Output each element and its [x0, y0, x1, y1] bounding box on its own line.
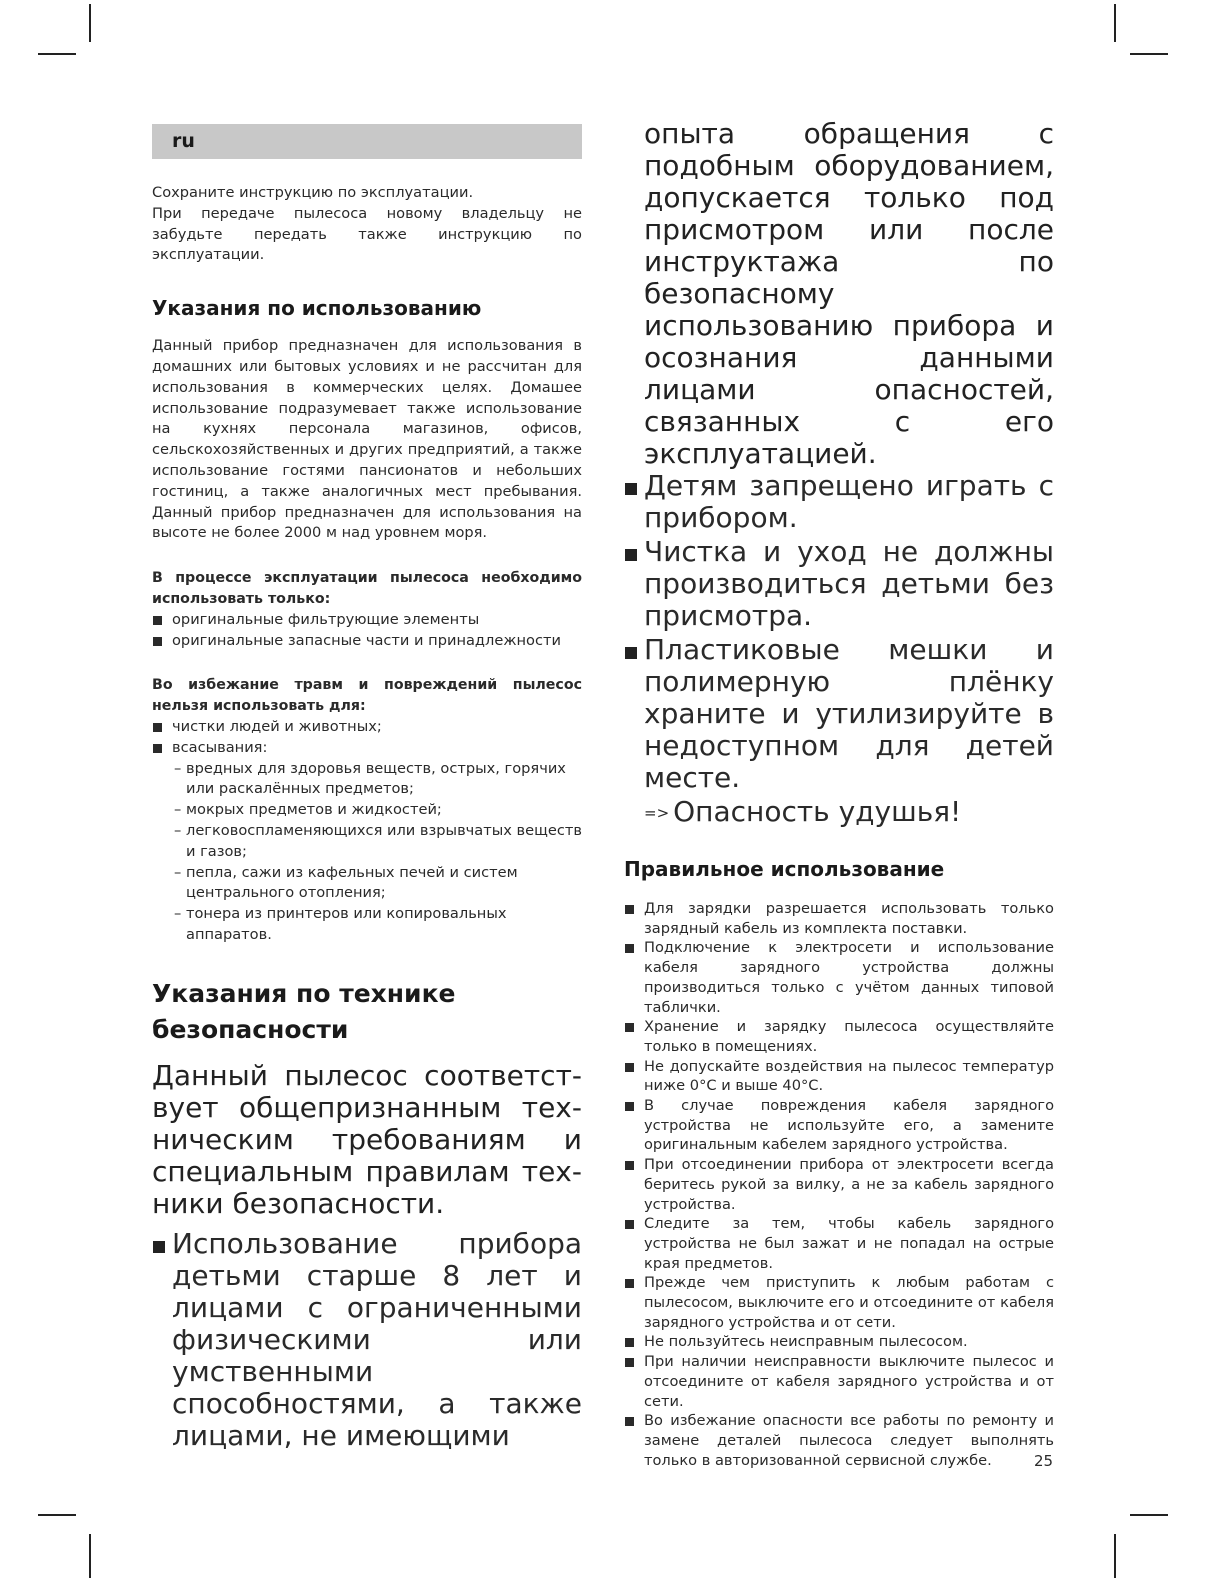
list-item: Использование прибора детьми старше 8 лет и лицами с ограниченными физическими или умственными способностями, а также лицами, не имеющими [152, 1228, 582, 1452]
list-item: всасывания: [152, 738, 582, 759]
crop-mark-top-right-h [1130, 53, 1168, 55]
list-item: Не допускайте воздействия на пылесос температур ниже 0°C и выше 40°C. [624, 1057, 1054, 1096]
avoid-heading: Во избежание травм и повреждений пылесос нельзя использовать для: [152, 677, 582, 715]
safety-list-right [624, 470, 1054, 794]
list-item: При наличии неисправности выключите пылесос и отсоедините от кабеля зарядного устройства и от сети. [624, 1352, 1054, 1411]
list-item: Детям запрещено играть с прибором. [624, 470, 1054, 534]
proper-use-list [624, 899, 1054, 1470]
avoid-sublist [152, 759, 582, 946]
usage-text: Данный прибор предназначен для использования в домашних или бытовых условиях и не рассчитан для использования в коммерческих целях. Домашее использование подразумевает также использование на кухнях персонала магазинов, офисов, сельскохозяйственных и других предприятий, а также использование гостями пансионатов и небольших гостиниц, а также аналогичных мест пребывания. Данный прибор предназначен для использования на высоте не более 2000 м над уровнем моря. [152, 337, 582, 542]
list-item: – мокрых предметов и жидкостей; [174, 800, 582, 821]
safety-heading-line-1: Указания по технике [152, 978, 456, 1008]
crop-mark-bottom-left-v [89, 1534, 91, 1578]
crop-mark-bottom-right-v [1114, 1534, 1116, 1578]
only-use-heading: В процессе эксплуатации пылесоса необходимо использовать только: [152, 570, 582, 607]
list-item: оригинальные запасные части и принадлежности [152, 631, 582, 652]
crop-mark-bottom-right-h [1130, 1514, 1168, 1516]
intro-line-2: При передаче пылесоса новому владельцу не забудьте передать также инструкцию по эксплуатации. [152, 204, 582, 264]
safety-bullet-continuation: опыта обращения с подобным оборудованием, допускается только под присмотром или после инструктажа по безопасному использованию прибора и осознания данными лицами опасностей, связанных с его эксплуатацией. [644, 117, 1054, 470]
crop-mark-bottom-left-h [38, 1514, 76, 1516]
language-bar: ru [152, 124, 582, 159]
list-item: Следите за тем, чтобы кабель зарядного устройства не был зажат и не попадал на острые края предметов. [624, 1214, 1054, 1273]
warning-text: Опасность удушья! [673, 795, 962, 828]
crop-mark-top-left-h [38, 53, 76, 55]
safety-text: Данный пылесос соответствует общепризнанным техническим требованиям и специальным правилам техники безопасности. [152, 1058, 582, 1220]
list-item: – легковоспламеняющихся или взрывчатых веществ и газов; [174, 821, 582, 863]
usage-heading: Указания по использованию [152, 296, 482, 321]
list-item: Хранение и зарядку пылесоса осуществляйте только в помещениях. [624, 1017, 1054, 1056]
avoid-list [152, 717, 582, 759]
arrow-icon: => [644, 804, 670, 822]
list-item: – тонера из принтеров или копировальных аппаратов. [174, 904, 582, 946]
list-item: Пластиковые мешки и полимерную плёнку храните и утилизируйте в недоступном для детей месте. [624, 634, 1054, 794]
only-use-list [152, 610, 582, 652]
right-column [624, 118, 1054, 1470]
safety-heading-line-2: безопасности [152, 1014, 349, 1044]
list-item: Не пользуйтесь неисправным пылесосом. [624, 1332, 1054, 1352]
list-item: Во избежание опасности все работы по ремонту и замене деталей пылесоса следует выполнять только в авторизованной сервисной службе. [624, 1411, 1054, 1470]
left-column [152, 124, 582, 1454]
list-item: Для зарядки разрешается использовать только зарядный кабель из комплекта поставки. [624, 899, 1054, 938]
list-item: Чистка и уход не должны производиться детьми без присмотра. [624, 536, 1054, 632]
crop-mark-top-left-v [89, 4, 91, 42]
list-item: оригинальные фильтрующие элементы [152, 610, 582, 631]
list-item: Прежде чем приступить к любым работам с пылесосом, выключите его и отсоедините от кабеля зарядного устройства и от сети. [624, 1273, 1054, 1332]
crop-mark-top-right-v [1114, 4, 1116, 42]
suffocation-warning [624, 796, 1054, 829]
list-item: Подключение к электросети и использование кабеля зарядного устройства должны производиться только с учётом данных типовой таблички. [624, 938, 1054, 1017]
safety-list-left [152, 1228, 582, 1452]
safety-heading [152, 976, 582, 1048]
list-item: При отсоединении прибора от электросети всегда беритесь рукой за вилку, а не за кабель зарядного устройства. [624, 1155, 1054, 1214]
list-item: чистки людей и животных; [152, 717, 582, 738]
list-item: В случае повреждения кабеля зарядного устройства не используйте его, а замените оригинальным кабелем зарядного устройства. [624, 1096, 1054, 1155]
list-item: – пепла, сажи из кафельных печей и систем центрального отопления; [174, 863, 582, 905]
list-item: – вредных для здоровья веществ, острых, горячих или раскалённых предметов; [174, 759, 582, 801]
intro-line-1: Сохраните инструкцию по эксплуатации. [152, 184, 474, 201]
proper-use-heading: Правильное использование [624, 857, 945, 881]
page-number: 25 [1034, 1452, 1054, 1470]
